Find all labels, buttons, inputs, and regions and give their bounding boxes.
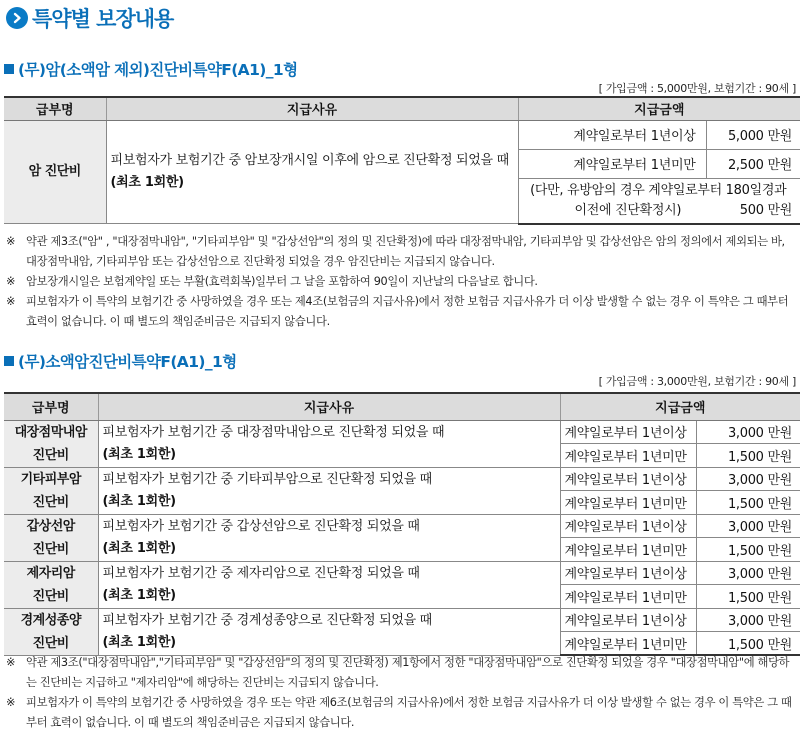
period-cell: 계약일로부터 1년미만 (560, 632, 696, 656)
section1-heading (4, 58, 297, 80)
section1-title: (무)암(소액암 제외)진단비특약F(A1)_1형 (18, 61, 298, 79)
amount-cell: 3,000 만원 (696, 467, 800, 491)
header-benefit-name: 급부명 (4, 393, 98, 420)
exception-cell: (다만, 유방암의 경우 계약일로부터 180일경과 이전에 진단확정시) 500 만원 (518, 178, 800, 224)
section2-note: ※ 약관 제3조("대장점막내암","기타피부암" 및 "갑상선암"의 정의 및 진단확정) 제1항에서 정한 "대장점막내암"으로 진단확정 되었을 경우 "대장점막내암"에 해당하는 진단비는 지급하고 "제자리암"에 해당하는 진단비는 지급되지 않습니다. (6, 656, 790, 689)
amount-cell: 5,000 만원 (706, 120, 800, 149)
benefit-name: 기타피부암 진단비 (4, 467, 98, 514)
chevron-right-circle-icon (6, 7, 28, 29)
period-cell: 계약일로부터 1년미만 (560, 585, 696, 609)
amount-cell: 1,500 만원 (696, 444, 800, 468)
amount-cell: 3,000 만원 (696, 561, 800, 585)
amount-cell: 1,500 만원 (696, 585, 800, 609)
period-cell: 계약일로부터 1년미만 (560, 538, 696, 562)
section1-amount-info: [ 가입금액 : 5,000만원, 보험기간 : 90세 ] (598, 82, 796, 95)
section2-table (4, 392, 800, 656)
page-title (6, 3, 173, 33)
period-cell: 계약일로부터 1년이상 (560, 467, 696, 491)
square-bullet-icon (4, 64, 14, 74)
page-title-text: 특약별 보장내용 (32, 7, 174, 31)
table-row (4, 514, 800, 538)
benefit-name: 갑상선암 진단비 (4, 514, 98, 561)
amount-cell: 3,000 만원 (696, 420, 800, 444)
amount-cell: 2,500 만원 (706, 149, 800, 178)
header-reason: 지급사유 (98, 393, 560, 420)
section1-table (4, 96, 800, 225)
period-cell: 계약일로부터 1년이상 (560, 514, 696, 538)
benefit-reason: 피보험자가 보험기간 중 암보장개시일 이후에 암으로 진단확정 되었을 때 (최초 1회한) (106, 120, 518, 224)
benefit-reason: 피보험자가 보험기간 중 기타피부암으로 진단확정 되었을 때 (최초 1회한) (98, 467, 560, 514)
period-cell: 계약일로부터 1년이상 (560, 420, 696, 444)
period-cell: 계약일로부터 1년미만 (518, 149, 706, 178)
section1-note: ※ 피보험자가 이 특약의 보험기간 중 사망하였을 경우 또는 제4조(보험금의 지급사유)에서 정한 보험금 지급사유가 더 이상 발생할 수 없는 경우 이 특약은 그 때부터 효력이 없습니다. 이 때 별도의 책임준비금은 지급되지 않습니다. (6, 295, 789, 328)
period-cell: 계약일로부터 1년이상 (518, 120, 706, 149)
amount-cell: 1,500 만원 (696, 632, 800, 656)
benefit-reason: 피보험자가 보험기간 중 갑상선암으로 진단확정 되었을 때 (최초 1회한) (98, 514, 560, 561)
benefit-reason: 피보험자가 보험기간 중 경계성종양으로 진단확정 되었을 때 (최초 1회한) (98, 608, 560, 655)
amount-cell: 3,000 만원 (696, 608, 800, 632)
section1-note: ※ 약관 제3조("암" , "대장점막내암", "기타피부암" 및 "갑상선암"의 정의 및 진단확정)에 따라 대장점막내암, 기타피부암 및 갑상선암은 암의 정의에서 제외되는 바, 대장점막내암, 기타피부암 또는 갑상선암으로 진단확정 되었을 경우 암진단비는 지급되지 않습니다. (6, 235, 785, 268)
amount-cell: 3,000 만원 (696, 514, 800, 538)
benefit-reason: 피보험자가 보험기간 중 제자리암으로 진단확정 되었을 때 (최초 1회한) (98, 561, 560, 608)
section2-amount-info: [ 가입금액 : 3,000만원, 보험기간 : 90세 ] (598, 375, 796, 388)
period-cell: 계약일로부터 1년미만 (560, 491, 696, 515)
section1-note: ※ 암보장개시일은 보험계약일 또는 부활(효력회복)일부터 그 날을 포함하여 90일이 지난날의 다음날로 합니다. (6, 275, 538, 288)
benefit-reason: 피보험자가 보험기간 중 대장점막내암으로 진단확정 되었을 때 (최초 1회한) (98, 420, 560, 467)
square-bullet-icon (4, 356, 14, 366)
header-benefit-name: 급부명 (4, 97, 106, 120)
amount-cell: 1,500 만원 (696, 491, 800, 515)
benefit-name: 제자리암 진단비 (4, 561, 98, 608)
table-row (4, 467, 800, 491)
table-row (4, 608, 800, 632)
header-amount: 지급금액 (560, 393, 800, 420)
table-row (4, 561, 800, 585)
section2-title: (무)소액암진단비특약F(A1)_1형 (18, 353, 237, 371)
period-cell: 계약일로부터 1년이상 (560, 608, 696, 632)
section2-heading (4, 350, 237, 372)
benefit-name: 경계성종양 진단비 (4, 608, 98, 655)
benefit-name: 암 진단비 (4, 120, 106, 224)
header-reason: 지급사유 (106, 97, 518, 120)
header-amount: 지급금액 (518, 97, 800, 120)
benefit-name: 대장점막내암 진단비 (4, 420, 98, 467)
table-row (4, 420, 800, 444)
period-cell: 계약일로부터 1년미만 (560, 444, 696, 468)
amount-cell: 1,500 만원 (696, 538, 800, 562)
section2-note: ※ 피보험자가 이 특약의 보험기간 중 사망하였을 경우 또는 약관 제6조(보험금의 지급사유)에서 정한 보험금 지급사유가 더 이상 발생할 수 없는 경우 이 특약은 그 때부터 효력이 없습니다. 이 때 별도의 책임준비금은 지급되지 않습니다. (6, 696, 792, 729)
period-cell: 계약일로부터 1년이상 (560, 561, 696, 585)
